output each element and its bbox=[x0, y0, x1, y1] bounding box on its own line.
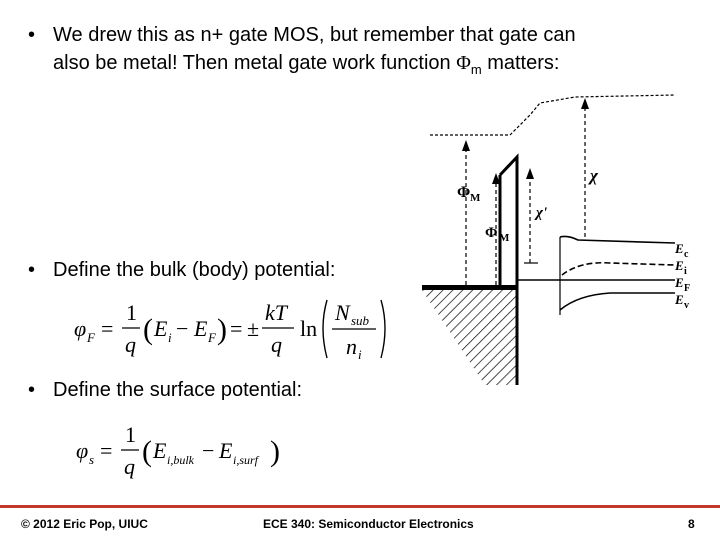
bullet-text: Define the surface potential: bbox=[53, 379, 303, 401]
svg-text:E: E bbox=[219, 438, 233, 463]
svg-text:=: = bbox=[101, 316, 114, 341]
svg-text:M: M bbox=[499, 232, 510, 244]
svg-text:E: E bbox=[675, 275, 684, 290]
svg-text:F: F bbox=[87, 330, 95, 345]
bullet-text-line2-pre: also be metal! Then metal gate work function bbox=[53, 52, 457, 74]
vacuum-level bbox=[430, 95, 675, 135]
bullet-text: Define the bulk (body) potential: bbox=[53, 259, 336, 281]
svg-text:M: M bbox=[470, 192, 481, 204]
svg-text:Φ: Φ bbox=[457, 184, 471, 201]
svg-text:(: ( bbox=[142, 435, 152, 468]
bullet-text-line2 bbox=[53, 50, 559, 83]
svg-text:χ: χ bbox=[590, 166, 598, 185]
bulk-potential-equation bbox=[70, 292, 400, 364]
svg-text:i,bulk: i,bulk bbox=[167, 453, 194, 467]
svg-text:±: ± bbox=[247, 316, 260, 341]
svg-text:v: v bbox=[684, 300, 689, 311]
svg-text:1: 1 bbox=[126, 300, 137, 325]
footer-rule bbox=[0, 505, 720, 508]
ec-band bbox=[560, 236, 675, 243]
svg-text:Φ': Φ' bbox=[485, 225, 502, 241]
bullet-text-line2-post: matters: bbox=[481, 52, 560, 74]
svg-text:i: i bbox=[168, 330, 172, 345]
svg-text:φ: φ bbox=[76, 438, 89, 463]
svg-text:kT: kT bbox=[265, 300, 287, 325]
band-diagram bbox=[400, 85, 700, 385]
svg-text:n: n bbox=[346, 334, 357, 359]
bullet-marker: • bbox=[28, 259, 36, 281]
bullet-marker: • bbox=[28, 24, 36, 46]
ev-band bbox=[560, 293, 675, 310]
slide-footer bbox=[0, 505, 720, 540]
svg-text:E: E bbox=[675, 258, 684, 273]
svg-text:φ: φ bbox=[74, 316, 87, 341]
svg-text:ln: ln bbox=[300, 316, 318, 341]
svg-text:sub: sub bbox=[351, 313, 370, 328]
metal-gate-region bbox=[422, 285, 517, 290]
bullet-surface-potential bbox=[28, 377, 408, 405]
svg-text:E: E bbox=[194, 316, 208, 341]
svg-text:c: c bbox=[684, 249, 689, 260]
svg-text:χ': χ' bbox=[536, 205, 548, 221]
svg-text:−: − bbox=[176, 316, 189, 341]
svg-text:1: 1 bbox=[125, 422, 136, 447]
svg-text:=: = bbox=[100, 438, 113, 463]
svg-text:s: s bbox=[89, 452, 95, 467]
svg-text:−: − bbox=[202, 438, 215, 463]
ei-band bbox=[562, 263, 675, 275]
svg-text:=: = bbox=[230, 316, 243, 341]
svg-text:E: E bbox=[154, 316, 168, 341]
svg-text:(: ( bbox=[143, 313, 153, 346]
svg-text:F: F bbox=[684, 283, 691, 294]
bullet-text-line1: We drew this as n+ gate MOS, but remember that gate can bbox=[53, 24, 576, 46]
metal-hatch bbox=[422, 290, 517, 385]
svg-text:E: E bbox=[153, 438, 167, 463]
phi-subscript: m bbox=[470, 62, 482, 77]
bullet-bulk-potential bbox=[28, 257, 408, 285]
bullet-gate-metal bbox=[28, 22, 708, 78]
svg-text:): ) bbox=[270, 435, 280, 468]
svg-text:F: F bbox=[208, 330, 216, 345]
svg-text:): ) bbox=[217, 313, 227, 346]
svg-text:i: i bbox=[684, 266, 687, 277]
svg-text:q: q bbox=[125, 332, 136, 357]
footer-copyright: © 2012 Eric Pop, UIUC bbox=[21, 517, 148, 531]
surface-potential-equation bbox=[72, 418, 302, 486]
footer-page-number: 8 bbox=[688, 517, 695, 531]
svg-text:q: q bbox=[271, 332, 282, 357]
svg-text:i: i bbox=[358, 347, 362, 362]
svg-text:q: q bbox=[124, 454, 135, 479]
svg-text:N: N bbox=[335, 300, 350, 325]
svg-text:i,surf: i,surf bbox=[233, 453, 259, 467]
footer-course: ECE 340: Semiconductor Electronics bbox=[263, 517, 474, 531]
phi-symbol: Φ bbox=[456, 52, 471, 74]
svg-text:E: E bbox=[675, 292, 684, 307]
bullet-marker: • bbox=[28, 379, 36, 401]
svg-text:E: E bbox=[675, 241, 684, 256]
